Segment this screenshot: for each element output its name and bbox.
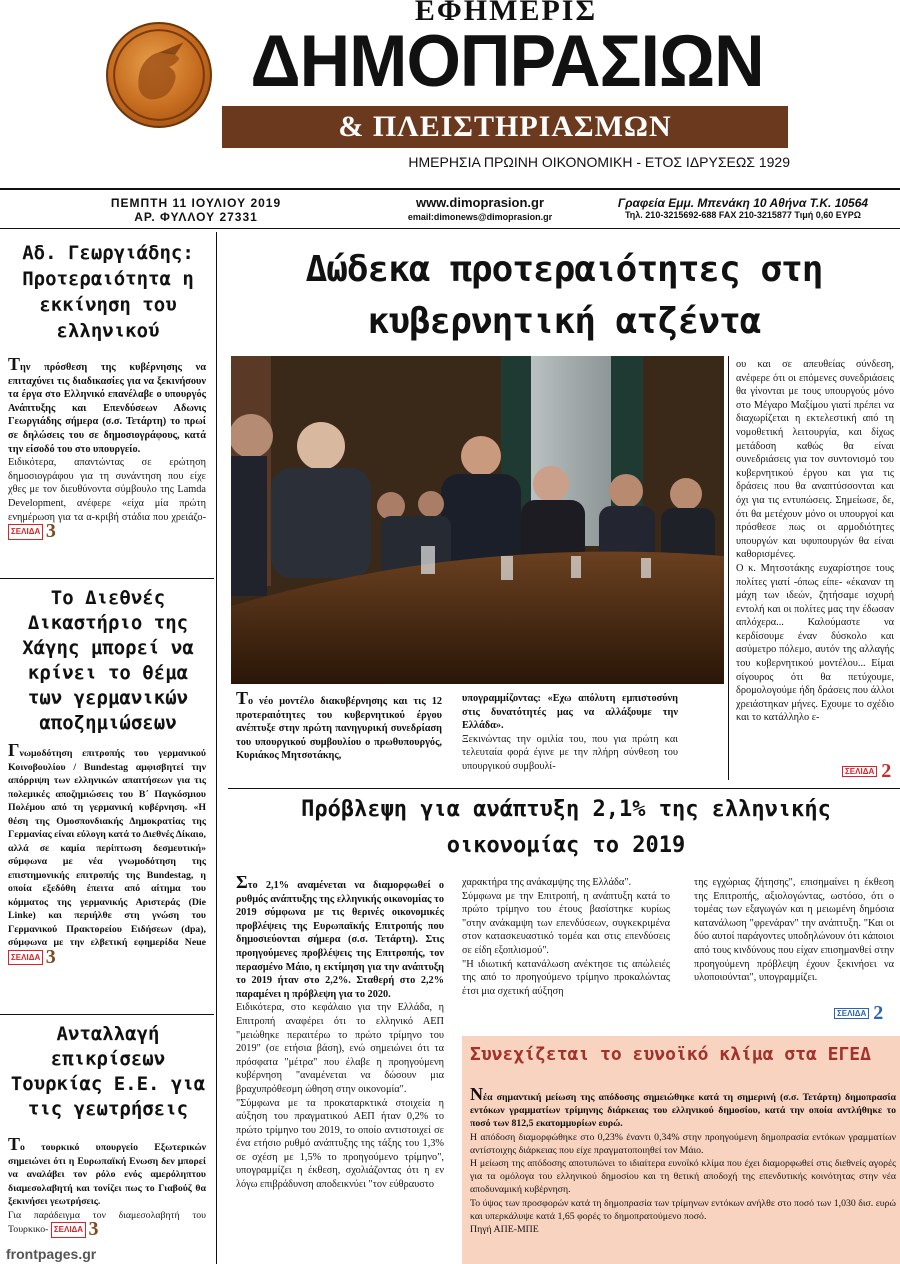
mercury-coin-logo xyxy=(106,22,212,128)
masthead-subtitle: & ΠΛΕΙΣΤΗΡΙΑΣΜΩΝ xyxy=(222,106,788,148)
drop-cap: Τ xyxy=(8,1134,21,1154)
office-address: Γραφεία Εμμ. Μπενάκη 10 Αθήνα Τ.Κ. 10564 xyxy=(617,196,869,210)
page-ref-number[interactable]: 2 xyxy=(881,760,892,782)
growth-col1-lead: το 2,1% αναμένεται να διαμορφωθεί ο ρυθμός ανάπτυξης της ελληνικής οικονομίας το 2019 σύμφωνα με τις θερινές οικονομικές προβλέψεις της Ευρωπαϊκής Επιτροπής που δημοσιεύονται σήμερα (σ.σ. Τετάρτη). Στις προηγούμενες προβλέψεις της Επιτροπής, τον περασμένο Μάιο, η εκτίμηση για την ανάπτυξη το 2019 ήταν στο 2,2%. Σταθερή στο 2,2% παραμένει η πρόβλεψη για το 2020. xyxy=(236,880,444,1000)
article-georgiadis-title[interactable]: Αδ. Γεωργιάδης: Προτεραιότητα η εκκίνηση του ελληνικού xyxy=(22,242,194,342)
article-turkey-title[interactable]: Ανταλλαγή επικρίσεων Τουρκίας Ε.Ε. για τις γεωτρήσεις xyxy=(10,1023,206,1120)
page-ref-badge[interactable]: ΣΕΛΙΔΑ xyxy=(842,766,877,777)
masthead-rule-top xyxy=(0,188,900,190)
main-right-text-2: Ο κ. Μητσοτάκης ευχαρίστησε τους πολίτες γιατί -όπως είπε- «έκαναν τη μάχη των ιδεών, ζητήσαμε ισχυρή εντολή και οι πολίτες μας την έδωσαν απλόχερα... Καλούμαστε να κερδίσουμε έναν δύσκολο και ασύμετρο πόλεμο, αυτόν της αλλαγής του κυβερνητικού μοντέλου... Είμαι σίγουρος ότι θα πετύχουμε, δρομολογούμε ήδη δράσεις που άλλοι χρειάστηκαν μήνες. Εχουμε το σχέδιο και το κατάλληλο ε- xyxy=(736,562,894,724)
growth-col2-body: χαρακτήρα της ανάκαμψης της Ελλάδα". xyxy=(462,877,632,888)
contact-web-block xyxy=(392,196,568,224)
main-col2-lead: υπογραμμίζοντας: «Εχω απόλυτη εμπιστοσύνη στις δυνατότητές μας να αλλάξουμε την Ελλάδα». xyxy=(462,693,678,732)
main-headline[interactable]: Δώδεκα προτεραιότητες στη κυβερνητική ατζέντα xyxy=(305,249,823,342)
growth-col2 xyxy=(462,876,670,998)
main-col2 xyxy=(462,692,678,774)
article-hague-text xyxy=(8,740,206,968)
growth-col1-body2: "Σύμφωνα με τα προκαταρκτικά στοιχεία η αύξηση του πραγματικού ΑΕΠ ήταν 0,2% το πρώτο τρίμηνο του 2019, το οποίο αντιστοιχεί σε ένα ετήσιο ρυθμό ανάπτυξης της τάξης του 1,3% σε σχέση με 1,5% το προηγούμενο τρίμηνο", υπογραμμίζει η έκθεση, σχολιάζοντας ότι η εν λόγω επιβράδυνση αποδεικνύει "τον εύθραυστο xyxy=(236,1097,444,1191)
mercury-head-icon xyxy=(108,24,210,126)
cabinet-meeting-photo xyxy=(231,356,724,684)
growth-col1 xyxy=(236,872,444,1192)
main-right-text: ου και σε απευθείας σύνδεση, ανέφερε ότι οι επόμενες συνεδριάσεις θα γίνονται με τους υπουργούς μόνο στο Μέγαρο Μαξίμου γιατί πρέπει να διαχωρίζεται η εκτελεστική από τη νομοθετική λειτουργία, και δίχως μετάδοση καθώς θα είναι συνεδριάσεις για τον συντονισμό του κυβερνητικού έργου και για τις δράσεις που θα αναπτύσσονται και όχι για τις εντυπώσεις. Σημείωσε, δε, ότι θα μετέχουν μόνο οι υπουργοί και πρόσθεσε πως οι αρμοδιότητες υπουργών και υφυπουργών θα είναι καθορισμένες. xyxy=(736,359,894,561)
article-hague-lead: νωμοδότηση επιτροπής του γερμανικού Κοινοβουλίου / Bundestag αμφισβητεί την απόρριψη των ελληνικών απαιτήσεων για τις πολεμικές αποζημιώσεις του Β΄ Παγκόσμιου Πολέμου από τη γερμανική κυβέρνηση. «Η θέση της Ομοσπονδιακής Δημοκρατίας της Γερμανίας είναι εύλογη κατά το Διεθνές Δίκαιο, αλλά σε καμία περίπτωση δεσμευτική» σύμφωνα με νέα γνωμοδότηση της επιστημονικής επιτροπής της Bundestag, η οποία εξεδόθη έπειτα από αίτημα του κόμματος της γερμανικής Αριστεράς (Die Linke) και περιήλθε στη γνώση του Γερμανικού Πρακτορείου Ειδήσεων (dpa), σύμφωνα με την ελβετική εφημερίδα Neue xyxy=(8,748,206,948)
masthead-title: ΔΗΜΟΠΡΑΣΙΩΝ xyxy=(250,20,764,102)
growth-headline[interactable]: Πρόβλεψη για ανάπτυξη 2,1% της ελληνικής οικονομίας το 2019 xyxy=(301,797,831,858)
main-col1-text: ο νέο μοντέλο διακυβέρνησης και τις 12 προτεραιότητες του κυβερνητικού έργου ανέπτυξε στην πρώτη πανηγυρική συνεδρίαση του υπουργικού συμβουλίου ο πρωθυπουργός, Κυριάκος Μητσοτάκης, xyxy=(236,696,442,762)
office-phones: Τηλ. 210-3215692-688 FAX 210-3215877 Τιμή 0,60 ΕΥΡΩ xyxy=(624,210,862,220)
page-ref-number[interactable]: 3 xyxy=(45,945,56,968)
growth-col2-body2: Σύμφωνα με την Επιτροπή, η ανάπτυξη κατά το πρώτο τρίμηνο του έτους βασίστηκε κυρίως "στην ανάκαμψη των επενδύσεων, συγκεκριμένα στον κατασκευαστικό τομέα και στις επενδύσεις σε είδη εξοπλισμού". xyxy=(462,890,670,956)
growth-col3 xyxy=(694,876,894,985)
page-ref-badge[interactable]: ΣΕΛΙΔΑ xyxy=(51,1222,86,1238)
growth-col2-body3: "Η ιδιωτική κατανάλωση ανέκτησε τις απώλειές της από το προηγούμενο τρίμηνο προκαλώντας έτσι μια σχετική αύξηση xyxy=(462,958,670,997)
main-page-ref[interactable] xyxy=(842,760,891,783)
drop-cap: Γ xyxy=(8,740,20,760)
masthead-tagline: ΗΜΕΡΗΣΙΑ ΠΡΩΙΝΗ ΟΙΚΟΝΟΜΙΚΗ - ΕΤΟΣ ΙΔΡΥΣΕΩΣ 1929 xyxy=(408,154,790,170)
article-turkey-lead: ο τουρκικό υπουργείο Εξωτερικών σημειώνει ότι η Ευρωπαϊκή Ενωση δεν μπορεί να αναλάβει τον ρόλο ενός αμερόληπτου διαμεσολαβητή και τονίζει πως το Γιαβούζ θα ξεκινήσει γεωτρήσεις. xyxy=(8,1142,206,1207)
article-georgiadis-text xyxy=(8,354,206,543)
egged-box-lead: έα σημαντική μείωση της απόδοσης σημειώθηκε κατά τη σημερινή (σ.σ. Τετάρτη) δημοπρασία εντόκων γραμματίων τρίμηνης διάρκειας του ελληνικού δημοσίου, κατά την οποία αντλήθηκε το ποσό των 812,5 εκατομμυρίων ευρώ. xyxy=(470,1092,896,1130)
masthead-rule-bottom xyxy=(0,228,900,229)
growth-col1-body: Ειδικότερα, στο κεφάλαιο για την Ελλάδα, η Επιτροπή αναφέρει ότι το ελληνικό ΑΕΠ "μειώθηκε περαιτέρω το πρώτο τρίμηνο του 2019" (σε ετήσια βάση), ενώ σημειώνει ότι τα πρόσφατα "μέτρα" που έλαβε η προηγούμενη κυβέρνηση "αναμένεται να δώσουν μια βραχυπρόθεσμη ώθηση στην οικονομία". xyxy=(236,1002,444,1095)
egged-box-source: Πηγή ΑΠΕ-ΜΠΕ xyxy=(470,1224,539,1236)
article-hague-title[interactable]: Το Διεθνές Δικαστήριο της Χάγης μπορεί να κρίνει το θέμα των γερμανικών αποζημιώσεων xyxy=(22,587,194,734)
egged-box-p1: Η απόδοση διαμορφώθηκε στο 0,23% έναντι 0,34% στην προηγούμενη δημοπρασία εντόκων γραμματίων αντίστοιχης διάρκειας που είχε πραγματοποιηθεί τον Μάιο. xyxy=(470,1131,896,1156)
page-ref-number[interactable]: 3 xyxy=(45,520,56,543)
cabinet-meeting-image xyxy=(231,356,724,684)
growth-col3-body: της εγχώριας ζήτησης", επισημαίνει η έκθεση της Επιτροπής, αξιολογώντας, ωστόσο, ότι ο τομέας των εξαγωγών και η μειωμένη δημόσια κατανάλωση "φρενάραν" την ανάπτυξη. "Και οι δύο αυτοί παράγοντες υποδηλώνουν ότι κάποιοι από τους κινδύνους που είχαν επισημανθεί στην προηγούμενη πρόβλεψη έχουν ξεκινήσει να υλοποιούνται", υπογραμμίζει. xyxy=(694,877,894,984)
egged-box-title[interactable]: Συνεχίζεται το ευνοϊκό κλίμα στα ΕΓΕΔ xyxy=(470,1044,871,1065)
page-ref-badge[interactable]: ΣΕΛΙΔΑ xyxy=(8,950,43,966)
drop-cap: Ν xyxy=(470,1084,483,1104)
main-right-col xyxy=(736,358,894,725)
growth-page-ref[interactable] xyxy=(834,1002,883,1025)
office-block xyxy=(588,196,898,220)
egged-box-text xyxy=(470,1084,896,1236)
drop-cap: Τ xyxy=(236,688,249,708)
date-issue-block xyxy=(96,196,296,224)
drop-cap: Σ xyxy=(236,872,248,892)
main-col1 xyxy=(236,688,442,763)
page-ref-badge[interactable]: ΣΕΛΙΔΑ xyxy=(8,524,43,540)
drop-cap: Τ xyxy=(8,354,21,374)
article-turkey-text xyxy=(8,1134,206,1240)
website-link[interactable]: www.dimoprasion.gr xyxy=(415,195,545,210)
left-column-divider xyxy=(216,232,217,1264)
watermark: frontpages.gr xyxy=(6,1246,97,1262)
masthead-efimeris: ΕΦΗΜΕΡΙΣ xyxy=(414,0,598,27)
page-ref-badge[interactable]: ΣΕΛΙΔΑ xyxy=(834,1008,869,1019)
article-georgiadis-lead: ην πρόσθεση της κυβέρνησης να επιταχύνει τις διαδικασίες για να ξεκινήσουν τα έργα στο Ελληνικό επανέλαβε ο υπουργός Ανάπτυξης και Επενδύσεων Αδωνις Γεωργιάδης σήμερα (σ.σ. Τετάρτη) το πρωί σε δηλώσεις του σε δημοσιογράφους, κατά την είσοδό του στο υπουργείο. xyxy=(8,362,206,455)
main-sep xyxy=(228,788,900,789)
issue-number: ΑΡ. ΦΥΛΛΟΥ 27331 xyxy=(134,210,258,224)
egged-box-p3: Το ύψος των προσφορών κατά τη δημοπρασία των τρίμηνων εντόκων ανήλθε στο ποσό των 1,030 δισ. ευρώ και υπερκάλυψε κατά 1,65 φορές το δημοπρατούμενο ποσό. xyxy=(470,1197,896,1222)
article-georgiadis-body: Ειδικότερα, απαντώντας σε ερώτηση δημοσιογράφου για τη συνάντηση που είχε χθες με τον διευθύνοντα σύμβουλο της Lamda Development, ανέφερε «είχα μία πρώτη ενημέρωση για τα α-κριβή στάδια που χρειάζο- xyxy=(8,457,206,523)
issue-date: ΠΕΜΠΤΗ 11 ΙΟΥΛΙΟΥ 2019 xyxy=(110,196,282,210)
email-link[interactable]: email:dimonews@dimoprasion.gr xyxy=(407,212,553,222)
left-sep-1 xyxy=(0,578,214,579)
page-ref-number[interactable]: 3 xyxy=(88,1218,99,1240)
article-turkey-body: Για παράδειγμα τον διαμεσολαβητή του Τουρκικο- xyxy=(8,1209,206,1235)
main-col2-body: Ξεκινώντας την ομιλία του, που για πρώτη και τελευταία φορά έγινε με την πλήρη σύνθεση του υπουργικού συμβουλί- xyxy=(462,733,678,772)
main-right-divider xyxy=(728,356,729,780)
page-ref-number[interactable]: 2 xyxy=(873,1002,884,1024)
egged-box-p2: Η μείωση της απόδοσης αποτυπώνει το ιδιαίτερα ευνοϊκό κλίμα που έχει διαμορφωθεί στις διεθνείς αγορές για τα ομόλογα του ελληνικού δημοσίου και τη θετική αποδοχή της επενδυτικής κοινότητας στην νέα αποδυναμική κυβέρνηση. xyxy=(470,1158,896,1196)
left-sep-2 xyxy=(0,1014,214,1015)
